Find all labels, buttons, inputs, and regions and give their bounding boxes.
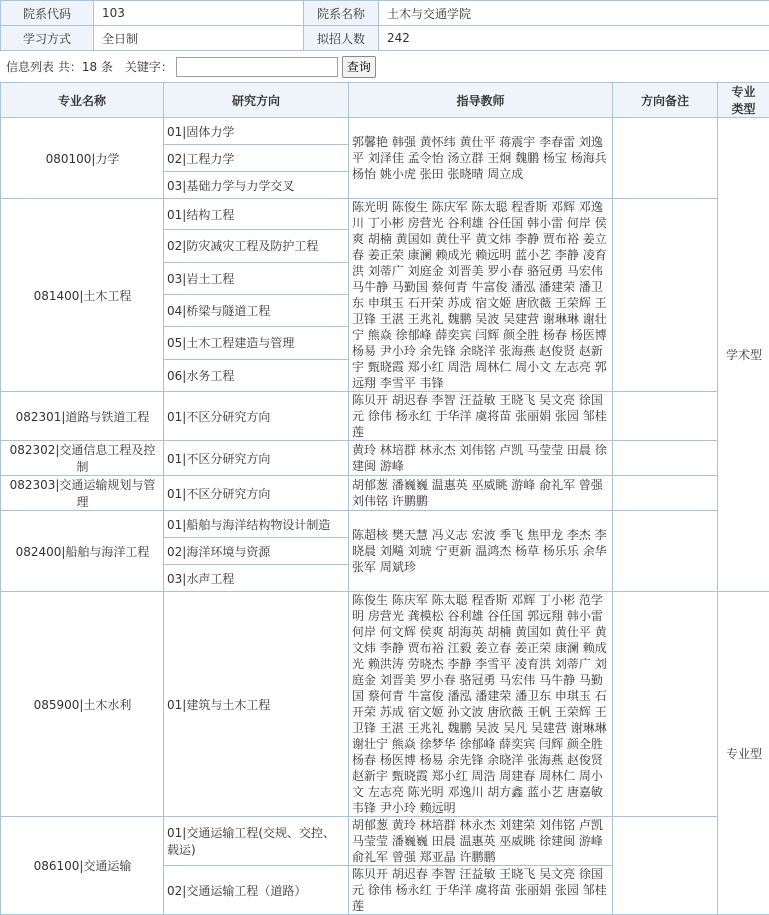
major-name: 086100|交通运输 [1,817,164,915]
direction-item: 04|桥梁与隧道工程 [164,294,349,326]
teachers-list: 胡郁葱 黄玲 林培群 林永杰 刘建荣 刘伟铭 卢凯 马莹莹 潘巍巍 田晨 温惠英 巫威眺 徐建闽 游峰 俞礼军 曾强 郑亚晶 许鹏鹏 [349,817,613,866]
table-row [1,199,769,230]
direction-item: 02|海洋环境与资源 [164,538,349,565]
direction-item: 01|建筑与土木工程 [164,592,349,817]
major-name: 081400|土木工程 [1,199,164,392]
keyword-input[interactable] [176,57,338,77]
teachers-list: 胡郁葱 潘巍巍 温惠英 巫威眺 游峰 俞礼军 曾强 刘伟铭 许鹏鹏 [349,476,613,511]
table-row [1,441,769,476]
direction-item: 02|防灾减灾工程及防护工程 [164,230,349,262]
table-row [1,817,769,866]
dept-name-label: 院系名称 [304,1,379,26]
direction-item: 01|不区分研究方向 [164,392,349,441]
study-mode-label: 学习方式 [1,26,94,51]
search-bar [0,51,769,82]
col-type-header: 专业 类型 [718,83,769,118]
col-teachers-header: 指导教师 [349,83,613,118]
direction-item: 01|交通运输工程(交规、交控、载运) [164,817,349,866]
direction-note [613,476,718,511]
major-name: 085900|土木水利 [1,592,164,817]
table-row [1,118,769,145]
teachers-list: 陈光明 陈俊生 陈庆军 陈太聪 程香斯 邓辉 邓逸川 丁小彬 房营光 谷利雄 谷任国 韩小雷 何岸 侯爽 胡楠 黄国如 黄仕平 黄文炜 李静 贾布裕 姜立春 姜正荣 康澜 赖成光 赖远明 蓝小艺 李静 凌育洪 刘蒂广 刘庭金 刘晋美 罗小春 骆冠勇 马宏伟 马牛静 马勤国 蔡何青 牛富俊 潘泓 潘建荣 潘卫东 申琪玉 石开荣 苏成 宿文姬 唐欣薇 王荣辉 王卫锋 王湛 王兆礼 魏鹏 吴波 吴建营 谢琳琳 谢壮宁 熊焱 徐郁峰 薛奕宾 闫辉 颜全胜 杨春 杨医博 杨易 尹小玲 余先锋 余晓洋 张海燕 赵俊贤 赵新宇 甄晓霞 郑小红 周浩 周林仁 周小文 左志亮 郭远翔 李雪平 韦锋 [349,199,613,392]
table-header-row [1,83,769,118]
col-direction-header: 研究方向 [164,83,349,118]
col-major-header: 专业名称 [1,83,164,118]
dept-code-value: 103 [94,1,304,26]
program-list-table [0,82,769,915]
info-table [0,0,769,51]
dept-name-value: 土木与交通学院 [379,1,769,26]
direction-item: 03|水声工程 [164,565,349,592]
teachers-list: 黄玲 林培群 林永杰 刘伟铭 卢凯 马莹莹 田晨 徐建闽 游峰 [349,441,613,476]
direction-note [613,118,718,199]
major-name: 082302|交通信息工程及控制 [1,441,164,476]
enroll-count-value: 242 [379,26,769,51]
major-name: 082303|交通运输规划与管理 [1,476,164,511]
direction-note [613,817,718,915]
table-row [1,476,769,511]
table-row [1,592,769,817]
direction-note [613,511,718,592]
enroll-count-label: 拟招人数 [304,26,379,51]
direction-item: 05|土木工程建造与管理 [164,327,349,359]
major-name: 082301|道路与铁道工程 [1,392,164,441]
direction-note [613,199,718,392]
query-button[interactable]: 查询 [342,56,376,78]
direction-item: 01|不区分研究方向 [164,476,349,511]
table-row [1,511,769,538]
direction-item: 06|水务工程 [164,359,349,391]
teachers-list: 郭馨艳 韩强 黄怀纬 黄仕平 蒋震宇 李春雷 刘逸平 刘泽佳 孟令怡 汤立群 王炯 魏鹏 杨宝 杨海兵 杨怡 姚小虎 张田 张晓晴 周立成 [349,118,613,199]
list-count-text: 信息列表 共：18 条 [6,58,113,75]
teachers-list: 陈贝开 胡迟春 李智 汪益敏 王晓飞 吴文亮 徐国元 徐伟 杨永红 于华洋 虞将苗 张丽娟 张园 邹桂莲 [349,392,613,441]
keyword-label: 关键字： [125,58,173,75]
direction-item: 03|基础力学与力学交叉 [164,172,349,199]
direction-note [613,441,718,476]
direction-note [613,592,718,817]
direction-item: 01|船舶与海洋结构物设计制造 [164,511,349,538]
teachers-list: 陈俊生 陈庆军 陈太聪 程香斯 邓辉 丁小彬 范学明 房营光 龚模松 谷利雄 谷任国 郭远翔 韩小雷 何岸 何文辉 侯爽 胡海英 胡楠 黄国如 黄仕平 黄文炜 李静 贾布裕 江毅 姜立春 姜正荣 康澜 赖成光 赖洪涛 劳晓杰 李静 李雪平 凌育洪 刘蒂广 刘庭金 刘晋美 罗小春 骆冠勇 马宏伟 马牛静 马勤国 蔡何青 牛富俊 潘泓 潘建荣 潘卫东 申琪玉 石开荣 苏成 宿文姬 孙文波 唐欣薇 王帆 王荣辉 王卫锋 王湛 王兆礼 魏鹏 吴波 吴凡 吴建营 谢琳琳 谢壮宁 熊焱 徐梦华 徐郁峰 薛奕宾 闫辉 颜全胜 杨春 杨医博 杨易 余先锋 余晓洋 张海燕 赵俊贤 赵新宇 甄晓霞 郑小红 周浩 周建春 周林仁 周小文 左志亮 陈光明 邓逸川 胡方鑫 蓝小艺 唐嘉敏 韦锋 尹小玲 赖远明 [349,592,613,817]
major-name: 082400|船舶与海洋工程 [1,511,164,592]
direction-item: 01|不区分研究方向 [164,441,349,476]
teachers-list: 陈超核 樊天慧 冯义志 宏波 季飞 焦甲龙 李杰 李晓晨 刘飚 刘琥 宁更新 温鸿杰 杨草 杨乐乐 余华 张军 周斌珍 [349,511,613,592]
direction-note [613,392,718,441]
direction-item: 01|结构工程 [164,199,349,230]
direction-item: 02|交通运输工程（道路） [164,866,349,915]
teachers-list: 陈贝开 胡迟春 李智 汪益敏 王晓飞 吴文亮 徐国元 徐伟 杨永红 于华洋 虞将苗 张丽娟 张园 邹桂莲 [349,866,613,915]
table-row [1,392,769,441]
dept-code-label: 院系代码 [1,1,94,26]
col-note-header: 方向备注 [613,83,718,118]
type-academic: 学术型 [718,118,769,592]
direction-item: 01|固体力学 [164,118,349,145]
direction-item: 02|工程力学 [164,145,349,172]
direction-item: 03|岩土工程 [164,262,349,294]
type-professional: 专业型 [718,592,769,915]
study-mode-value: 全日制 [94,26,304,51]
major-name: 080100|力学 [1,118,164,199]
